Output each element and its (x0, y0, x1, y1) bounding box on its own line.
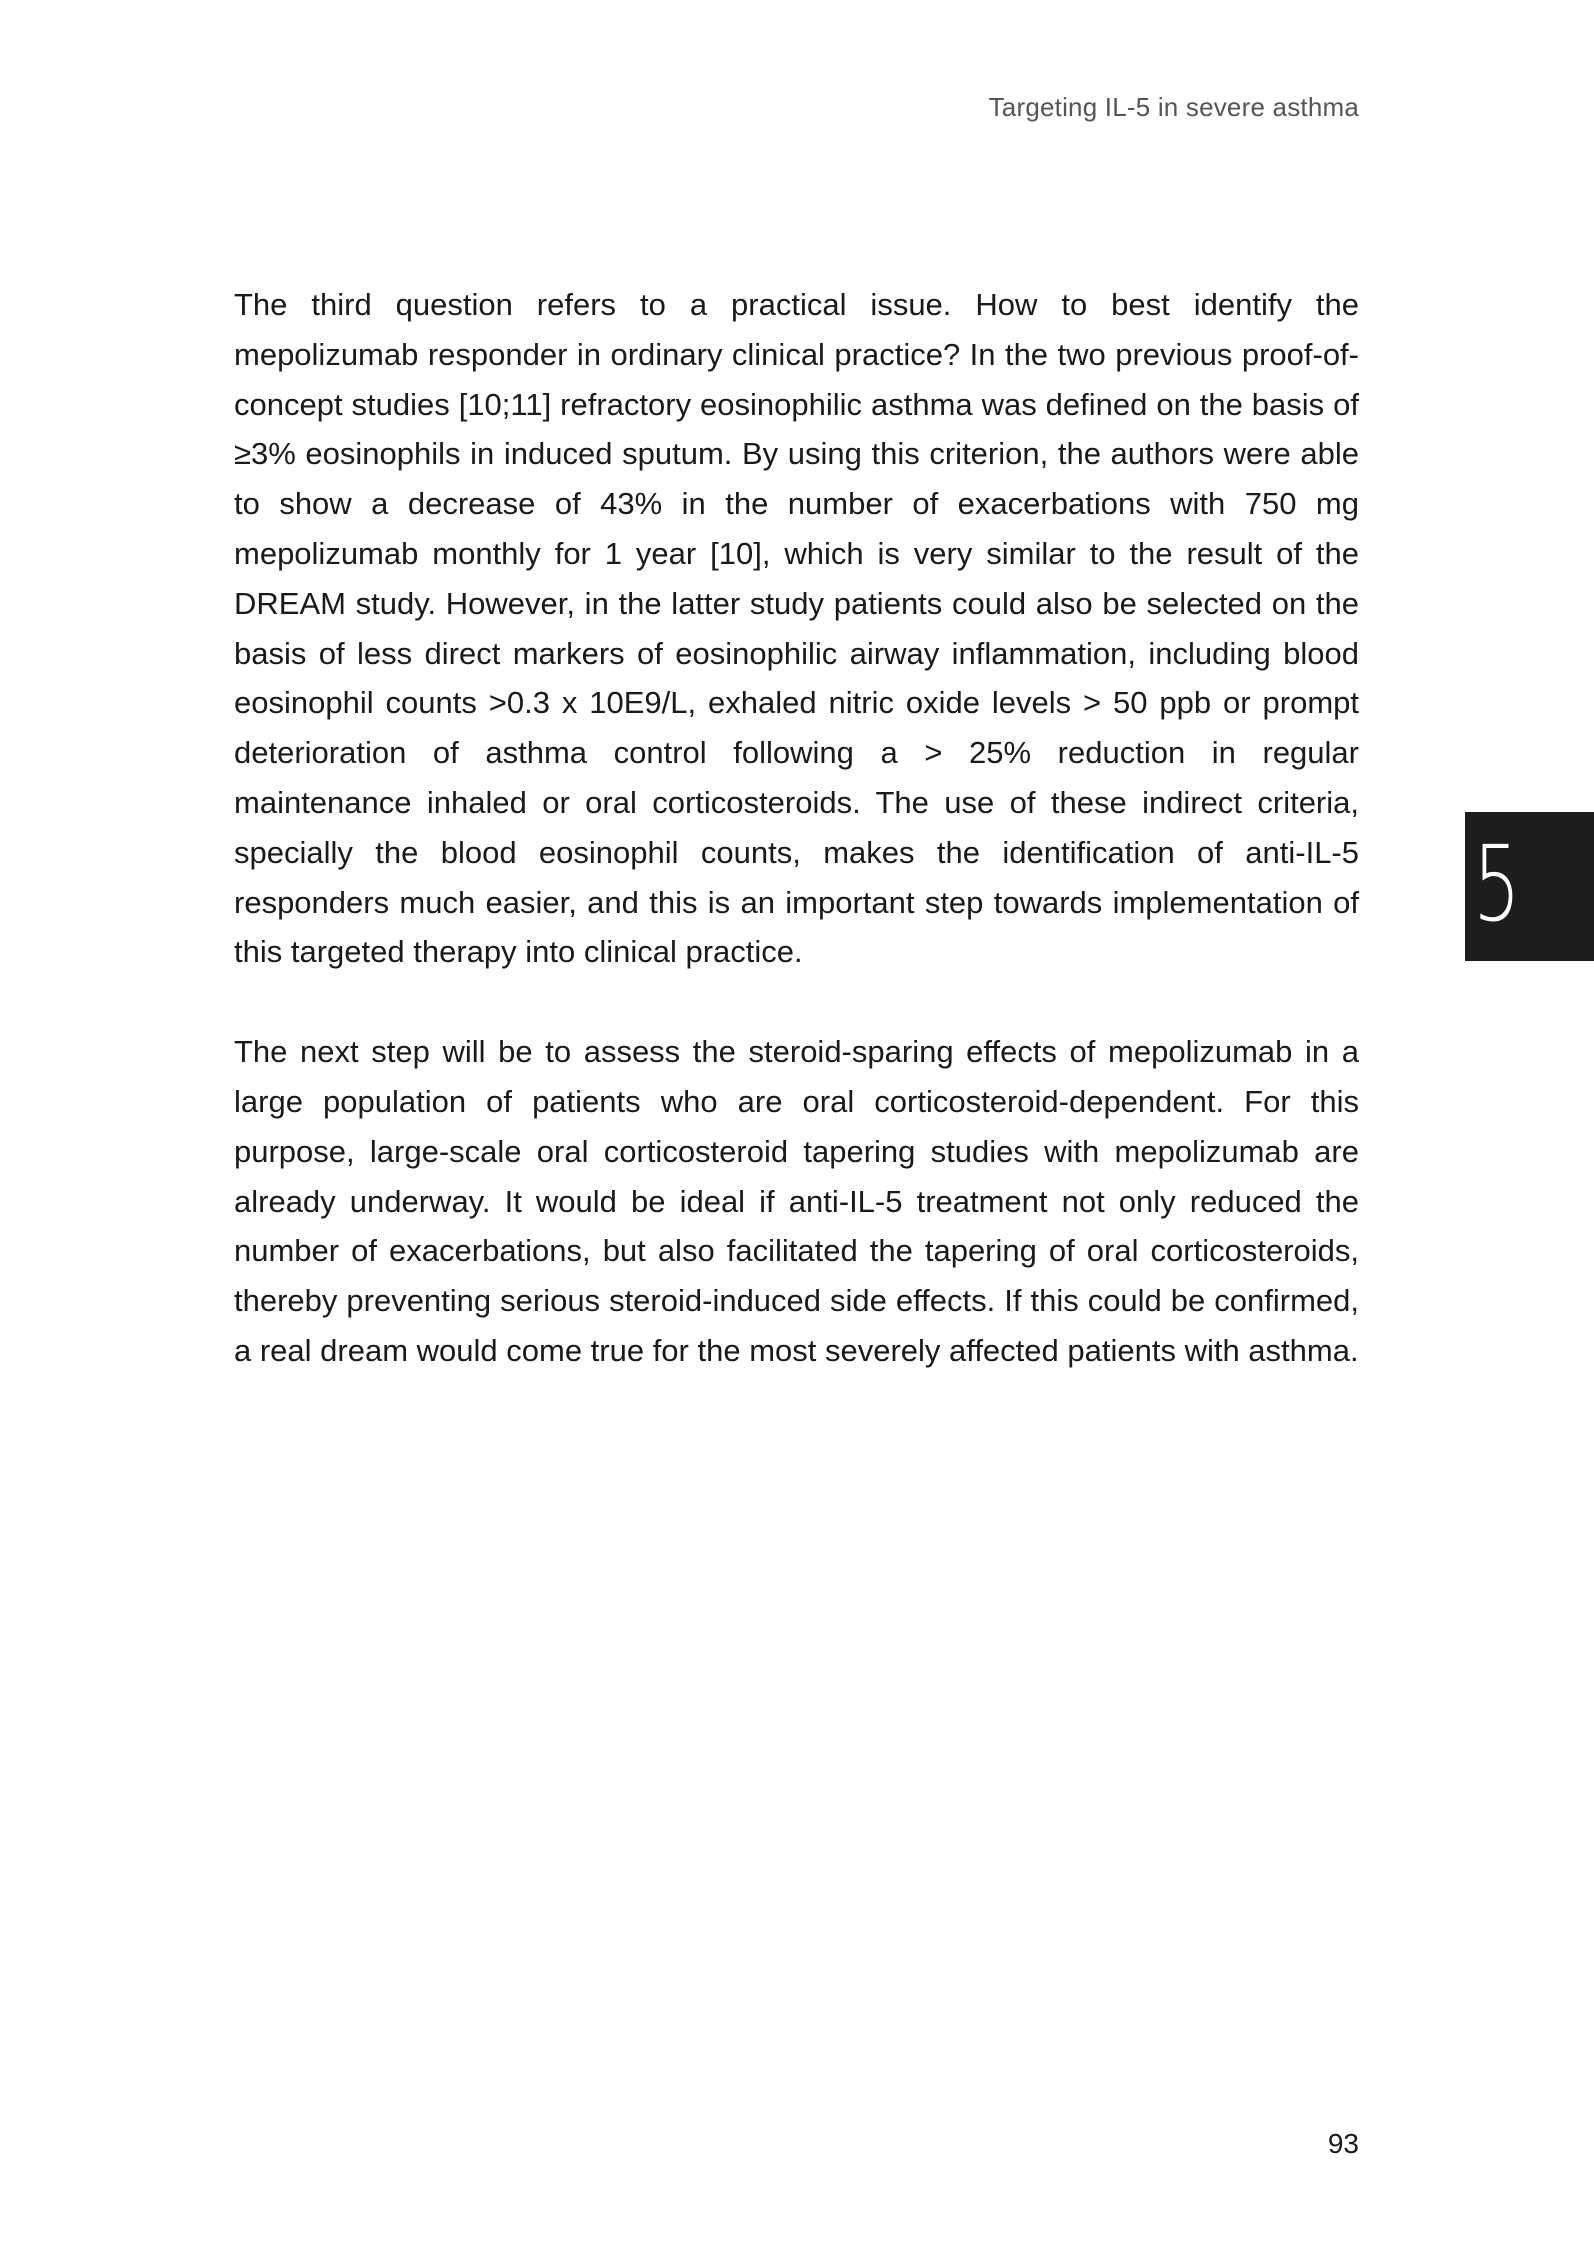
chapter-number: 5 (1473, 823, 1521, 945)
main-body-text (234, 280, 1359, 1376)
running-header: Targeting IL-5 in severe asthma (988, 92, 1359, 122)
paragraph-1: The third question refers to a practical issue. How to best identify the mepolizumab responder in ordinary clinical practice? In the two previous proof-of-concept studies [10;11] refractory eosinophilic asthma was defined on the basis of ≥3% eosinophils in induced sputum. By using this criterion, the authors were able to show a decrease of 43% in the number of exacerbations with 750 mg mepolizumab monthly for 1 year [10], which is very similar to the result of the DREAM study. However, in the latter study patients could also be selected on the basis of less direct markers of eosinophilic airway inflammation, including blood eosinophil counts >0.3 x 10E9/L, exhaled nitric oxide levels > 50 ppb or prompt deterioration of asthma control following a > 25% reduction in regular maintenance inhaled or oral corticosteroids. The use of these indirect criteria, specially the blood eosinophil counts, makes the identification of anti-IL-5 responders much easier, and this is an important step towards implementation of this targeted therapy into clinical practice. (234, 287, 1359, 970)
chapter-tab (1465, 812, 1594, 961)
paragraph-2: The next step will be to assess the steroid-sparing effects of mepolizumab in a large population of patients who are oral corticosteroid-dependent. For this purpose, large-scale oral corticosteroid tapering studies with mepolizumab are already underway. It would be ideal if anti-IL-5 treatment not only reduced the number of exacerbations, but also facilitated the tapering of oral corticosteroids, thereby preventing serious steroid-induced side effects. If this could be confirmed, a real dream would come true for the most severely affected patients with asthma. (234, 1034, 1359, 1368)
page-number: 93 (1327, 2128, 1359, 2159)
